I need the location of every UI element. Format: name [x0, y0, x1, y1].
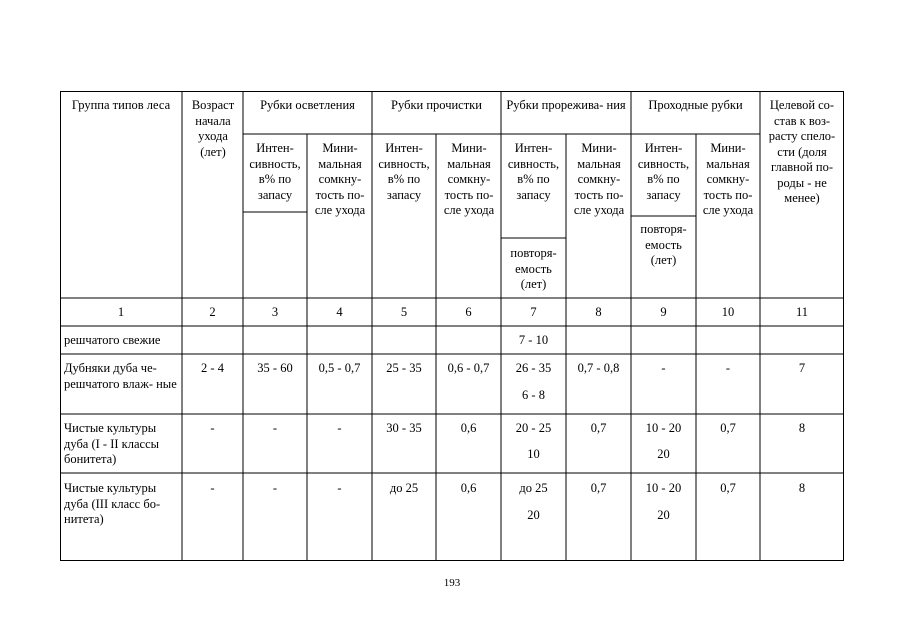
row-3-col9: 10 - 20 [645, 481, 682, 495]
col-number-1: 1 [117, 305, 125, 319]
header-intensity-3: Интен- сивность, в% по запасу [249, 141, 301, 202]
row-3-col3: - [272, 481, 278, 495]
row-2-col5: 30 - 35 [386, 421, 422, 435]
row-2-group: Чистые культуры дуба (I - II классы бонитета) [64, 421, 160, 466]
row-2-col2: - [210, 421, 215, 435]
header-group: Группа типов леса [71, 98, 171, 112]
row-2-col4: - [337, 421, 342, 435]
row-2-col11: 8 [798, 421, 806, 435]
col-number-9: 9 [660, 305, 667, 319]
header-intensity-9: Интен- сивность, в% по запасу [637, 141, 690, 202]
row-2-col3: - [272, 421, 278, 435]
col-number-8: 8 [595, 305, 602, 319]
row-1-col2: 2 - 4 [201, 361, 224, 375]
col-number-6: 6 [465, 305, 472, 319]
row-3-group: Чистые культуры дуба (III класс бо- нитета) [64, 481, 161, 526]
page-number: 193 [443, 577, 461, 589]
row-1-col10: - [725, 361, 731, 375]
row-1-col8: 0,7 - 0,8 [577, 361, 620, 375]
row-1-col5: 25 - 35 [386, 361, 422, 375]
col-number-4: 4 [336, 305, 343, 319]
col-number-7: 7 [530, 305, 537, 319]
header-intensity-5: Интен- сивность, в% по запасу [378, 141, 430, 202]
row-3-col9-repeat: 20 [657, 508, 670, 522]
row-3-col7: до 25 [519, 481, 548, 495]
col-number-2: 2 [209, 305, 216, 319]
row-1-group: Дубняки дуба че- решчатого влаж- ные [64, 361, 177, 391]
header-min-density-10: Мини- мальная сомкну- тость по- сле ухода [702, 141, 754, 217]
row-1-col9: - [661, 361, 666, 375]
row-2-col6: 0,6 [460, 421, 477, 435]
header-repeat-9: повторя- емость (лет) [640, 222, 687, 267]
row-3-col6: 0,6 [460, 481, 477, 495]
header-prohodnye: Проходные рубки [648, 98, 743, 112]
header-prorezhivanie: Рубки прорежива- ния [506, 98, 626, 112]
row-0-group: решчатого свежие [64, 333, 161, 347]
header-min-density-4: Мини- мальная сомкну- тость по- сле ухода [314, 141, 366, 217]
header-min-density-6: Мини- мальная сомкну- тость по- сле ухода [443, 141, 495, 217]
header-prochistka: Рубки прочистки [391, 98, 482, 112]
header-start-age: Возраст начала ухода (лет) [191, 98, 235, 159]
row-3-col5: до 25 [389, 481, 419, 495]
header-osvetlenie: Рубки осветления [260, 98, 355, 112]
row-2-col7-repeat: 10 [527, 447, 540, 461]
row-1-col11: 7 [798, 361, 806, 375]
row-2-col7: 20 - 25 [515, 421, 552, 435]
row-3-col11: 8 [798, 481, 806, 495]
header-intensity-7: Интен- сивность, в% по запасу [507, 141, 560, 202]
row-1-col7-repeat: 6 - 8 [522, 388, 545, 402]
row-1-col3: 35 - 60 [257, 361, 293, 375]
header-min-density-8: Мини- мальная сомкну- тость по- сле ухода [573, 141, 625, 217]
row-3-col4: - [337, 481, 342, 495]
row-3-col8: 0,7 [590, 481, 607, 495]
col-number-10: 10 [721, 305, 735, 319]
row-1-col4: 0,5 - 0,7 [318, 361, 361, 375]
row-1-col6: 0,6 - 0,7 [447, 361, 490, 375]
row-3-col10: 0,7 [720, 481, 736, 495]
col-number-3: 3 [271, 305, 279, 319]
col-number-11: 11 [795, 305, 809, 319]
row-2-col9-repeat: 20 [657, 447, 670, 461]
forest-care-table [60, 91, 844, 561]
row-2-col9: 10 - 20 [645, 421, 682, 435]
row-0-col7: 7 - 10 [518, 333, 549, 347]
row-2-col10: 0,7 [720, 421, 736, 435]
row-2-col8: 0,7 [590, 421, 607, 435]
col-number-5: 5 [400, 305, 408, 319]
row-1-col7: 26 - 35 [515, 361, 552, 375]
row-3-col7-repeat: 20 [527, 508, 540, 522]
row-3-col2: - [210, 481, 215, 495]
header-target-composition: Целевой со- став к воз- расту спело- сти (доля главной по- роды - не менее) [768, 98, 836, 205]
header-repeat-7: повторя- емость (лет) [510, 246, 557, 291]
